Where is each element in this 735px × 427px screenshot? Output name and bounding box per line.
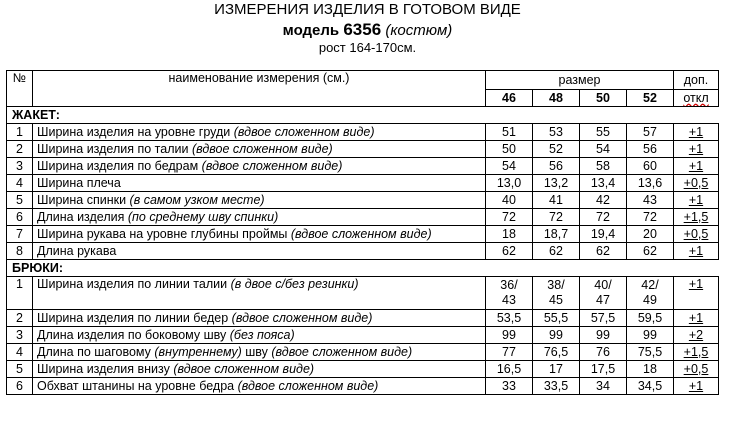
size-value: 55: [580, 124, 627, 141]
row-number: 1: [7, 124, 33, 141]
measurement-note: (вдвое сложенном виде): [173, 361, 315, 376]
measurement-name: [33, 378, 486, 395]
section-row: [7, 107, 719, 124]
table-row: [7, 277, 719, 310]
section-title: ЖАКЕТ:: [7, 107, 719, 124]
tolerance-value: +1,5: [674, 344, 719, 361]
size-value: 36/ 43: [486, 277, 533, 310]
size-value: 77: [486, 344, 533, 361]
measurement-label: Длина по шаговому: [37, 344, 155, 359]
size-value: 52: [533, 141, 580, 158]
measurement-label: Длина рукава: [37, 243, 117, 258]
size-value: 72: [486, 209, 533, 226]
table-row: [7, 209, 719, 226]
tolerance-value: +1: [674, 141, 719, 158]
table-row: [7, 226, 719, 243]
table-row: [7, 327, 719, 344]
size-value: 18: [486, 226, 533, 243]
measurement-note: (внутреннему): [154, 344, 242, 359]
measurement-label: Ширина изделия по талии: [37, 141, 192, 156]
measurement-label: Ширина изделия по линии талии: [37, 277, 231, 291]
measurement-note: (без пояса): [229, 327, 295, 342]
measurement-label: Ширина изделия на уровне груди: [37, 124, 234, 139]
measurement-name: [33, 141, 486, 158]
size-value: 50: [486, 141, 533, 158]
row-number: 1: [7, 277, 33, 310]
measurement-note: (вдвое сложенном виде): [233, 124, 375, 139]
measurement-name: [33, 327, 486, 344]
document-title: ИЗМЕРЕНИЯ ИЗДЕЛИЯ В ГОТОВОМ ВИДЕ: [214, 1, 521, 18]
size-value: 43: [627, 192, 674, 209]
size-value: 53,5: [486, 310, 533, 327]
size-value: 99: [580, 327, 627, 344]
size-value: 75,5: [627, 344, 674, 361]
header-row: [7, 71, 719, 90]
measurement-label: Ширина рукава на уровне глубины проймы: [37, 226, 291, 241]
size-value: 18,7: [533, 226, 580, 243]
row-number: 6: [7, 378, 33, 395]
row-number: 4: [7, 344, 33, 361]
size-value: 16,5: [486, 361, 533, 378]
tolerance-value: +0,5: [674, 226, 719, 243]
table-row: [7, 344, 719, 361]
size-52: 52: [627, 90, 674, 107]
size-value: 42/ 49: [627, 277, 674, 310]
model-number: 6356: [343, 20, 382, 39]
size-value: 62: [486, 243, 533, 260]
size-value: 33,5: [533, 378, 580, 395]
measurement-label: Длина изделия по боковому шву: [37, 327, 230, 342]
num-header: №: [7, 71, 33, 107]
measurements-table: [6, 70, 719, 395]
measurement-note: (по среднему шву спинки): [127, 209, 279, 224]
size-value: 13,2: [533, 175, 580, 192]
size-value: 54: [486, 158, 533, 175]
size-value: 42: [580, 192, 627, 209]
measurement-name: [33, 158, 486, 175]
row-number: 3: [7, 327, 33, 344]
tolerance-value: +0,5: [674, 175, 719, 192]
size-50: 50: [580, 90, 627, 107]
measurement-name: [33, 243, 486, 260]
size-value: 17,5: [580, 361, 627, 378]
row-number: 2: [7, 141, 33, 158]
size-46: 46: [486, 90, 533, 107]
table-row: [7, 361, 719, 378]
table-row: [7, 192, 719, 209]
size-value: 13,4: [580, 175, 627, 192]
tolerance-value: +1: [674, 277, 719, 310]
tolerance-value: +2: [674, 327, 719, 344]
tolerance-value: +1: [674, 158, 719, 175]
size-value: 38/ 45: [533, 277, 580, 310]
tolerance-value: +1: [674, 243, 719, 260]
table-row: [7, 378, 719, 395]
measurement-label: Обхват штанины на уровне бедра: [37, 378, 238, 393]
size-value: 34,5: [627, 378, 674, 395]
measurement-note: (вдвое сложенном виде): [191, 141, 333, 156]
measurement-name: [33, 226, 486, 243]
size-value: 56: [627, 141, 674, 158]
measurement-note: (вдвое сложенном виде): [231, 310, 373, 325]
size-value: 99: [627, 327, 674, 344]
table-row: [7, 310, 719, 327]
tolerance-value: +0,5: [674, 361, 719, 378]
table-row: [7, 124, 719, 141]
model-prefix: модель: [282, 22, 340, 39]
size-value: 13,6: [627, 175, 674, 192]
tolerance-value: +1: [674, 310, 719, 327]
size-value: 55,5: [533, 310, 580, 327]
measurement-label: Ширина спинки: [37, 192, 130, 207]
measurement-note: (вдвое сложенном виде): [290, 226, 432, 241]
section-title: БРЮКИ:: [7, 260, 719, 277]
size-value: 99: [486, 327, 533, 344]
size-value: 62: [580, 243, 627, 260]
size-value: 59,5: [627, 310, 674, 327]
section-row: [7, 260, 719, 277]
row-number: 3: [7, 158, 33, 175]
size-value: 34: [580, 378, 627, 395]
measurement-label: Ширина плеча: [37, 175, 121, 190]
table-row: [7, 175, 719, 192]
size-value: 41: [533, 192, 580, 209]
row-number: 5: [7, 192, 33, 209]
size-value: 40/ 47: [580, 277, 627, 310]
size-value: 56: [533, 158, 580, 175]
row-number: 7: [7, 226, 33, 243]
row-number: 8: [7, 243, 33, 260]
size-value: 76,5: [533, 344, 580, 361]
size-value: 53: [533, 124, 580, 141]
size-value: 60: [627, 158, 674, 175]
measurement-name: [33, 277, 486, 310]
table-row: [7, 243, 719, 260]
size-value: 72: [580, 209, 627, 226]
measurement-name: [33, 175, 486, 192]
measurement-name: [33, 344, 486, 361]
measurement-name: [33, 124, 486, 141]
size-value: 33: [486, 378, 533, 395]
size-value: 57,5: [580, 310, 627, 327]
model-kind: (костюм): [385, 22, 453, 39]
size-value: 62: [627, 243, 674, 260]
measurement-name: [33, 209, 486, 226]
size-header: размер: [486, 71, 674, 90]
tolerance-value: +1: [674, 124, 719, 141]
row-number: 2: [7, 310, 33, 327]
model-line: [0, 20, 735, 40]
tolerance-value: +1,5: [674, 209, 719, 226]
row-number: 4: [7, 175, 33, 192]
tolerance-value: +1: [674, 378, 719, 395]
size-value: 57: [627, 124, 674, 141]
table-row: [7, 141, 719, 158]
tolerance-header-1: доп.: [674, 71, 719, 90]
name-header: наименование измерения (см.): [33, 71, 486, 107]
size-value: 62: [533, 243, 580, 260]
size-value: 20: [627, 226, 674, 243]
measurement-label: Ширина изделия по линии бедер: [37, 310, 232, 325]
size-value: 76: [580, 344, 627, 361]
size-value: 18: [627, 361, 674, 378]
row-number: 5: [7, 361, 33, 378]
measurement-label: Ширина изделия по бедрам: [37, 158, 202, 173]
measurement-label: Ширина изделия внизу: [37, 361, 174, 376]
height-range: рост 164-170см.: [318, 40, 417, 55]
size-value: 99: [533, 327, 580, 344]
size-value: 51: [486, 124, 533, 141]
measurement-note: (в двое с/без резинки): [230, 277, 359, 291]
measurement-label: Длина изделия: [37, 209, 128, 224]
measurement-name: [33, 192, 486, 209]
measurement-name: [33, 361, 486, 378]
measurement-label-2: шву: [241, 344, 272, 359]
size-value: 58: [580, 158, 627, 175]
tolerance-value: +1: [674, 192, 719, 209]
tolerance-header-2: откл: [674, 90, 719, 107]
size-value: 54: [580, 141, 627, 158]
measurement-note: (в самом узком месте): [129, 192, 265, 207]
measurement-note: (вдвое сложенном виде): [237, 378, 379, 393]
size-value: 17: [533, 361, 580, 378]
size-value: 13,0: [486, 175, 533, 192]
size-value: 40: [486, 192, 533, 209]
size-value: 19,4: [580, 226, 627, 243]
measurement-note-2: (вдвое сложенном виде): [271, 344, 413, 359]
measurement-note: (вдвое сложенном виде): [201, 158, 343, 173]
size-value: 72: [533, 209, 580, 226]
size-value: 72: [627, 209, 674, 226]
measurement-name: [33, 310, 486, 327]
size-48: 48: [533, 90, 580, 107]
row-number: 6: [7, 209, 33, 226]
table-row: [7, 158, 719, 175]
